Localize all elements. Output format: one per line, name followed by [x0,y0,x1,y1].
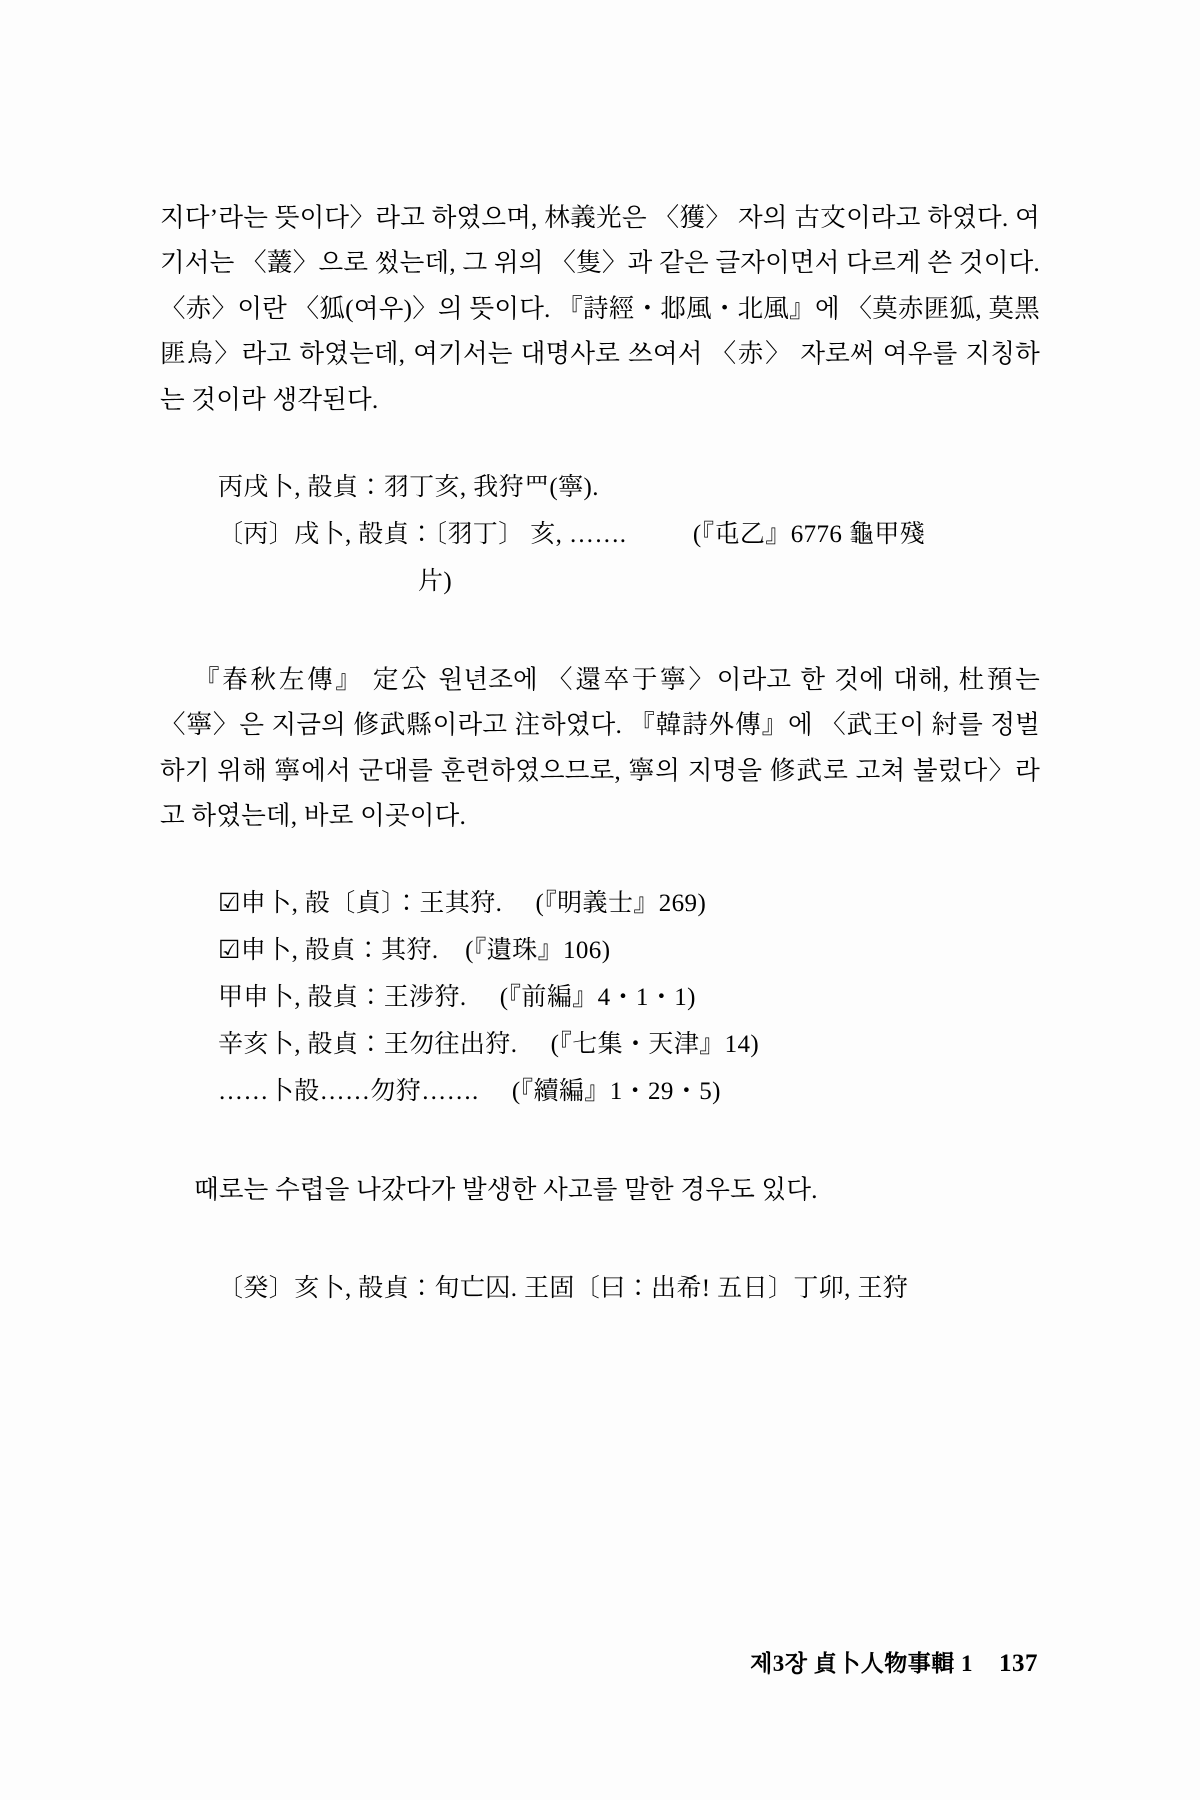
spacer [160,1213,1040,1265]
quote-line: ☑申卜, 㱿貞：其狩. (『遺珠』106) [218,937,611,965]
footer-chapter: 제3장 貞卜人物事輯 1 [750,1651,973,1676]
quote-line: 丙戌卜, 㱿貞：羽丁亥, 我狩罒(寧). [218,473,599,501]
quote-block-1 [160,464,1040,605]
spacer [160,1115,1040,1167]
quote-line: 辛亥卜, 㱿貞：王勿往出狩. (『七集・天津』14) [218,1031,760,1059]
spacer [160,605,1040,657]
quote-line: 〔癸〕亥卜, 㱿貞：旬亡囚. 王固〔曰：出希! 五日〕丁卯, 王狩 [218,1274,909,1302]
paragraph-3: 때로는 수렵을 나갔다가 발생한 사고를 말한 경우도 있다. [194,1175,818,1205]
quote-line: 甲申卜, 㱿貞：王涉狩. (『前編』4・1・1) [218,984,696,1012]
footer-page-number: 137 [999,1650,1038,1677]
quote-block-3 [160,1265,1040,1312]
quote-line: ☑申卜, 㱿〔貞〕：王其狩. (『明義士』269) [218,890,707,918]
quote-line-continuation: 片) [418,567,453,595]
spacer [160,838,1040,880]
page-footer [0,1645,1200,1678]
quote-line: 〔丙〕戌卜, 㱿貞：〔羽丁〕 亥, ……. (『屯乙』6776 龜甲殘 [218,520,926,548]
quote-line: ……卜㱿……勿狩……. (『續編』1・29・5) [218,1078,721,1106]
quote-block-2 [160,880,1040,1115]
paragraph-1: 지다’라는 뜻이다〉라고 하였으며, 林義光은 〈獲〉 자의 古文이라고 하였다. 여기서는 〈䕺〉으로 썼는데, 그 위의 〈隻〉과 같은 글자이면서 다르게 쓴 것이다. 〈赤〉이란 〈狐(여우)〉의 뜻이다. 『詩經・邶風・北風』에 〈莫赤匪狐, 莫黑匪烏〉라고 하였는데, 여기서는 대명사로 쓰여서 〈赤〉 자로써 여우를 지칭하는 것이라 생각된다. [160,203,1040,414]
paragraph-2: 『春秋左傳』 定公 원년조에 〈還卒于寧〉이라고 한 것에 대해, 杜預는 〈寧〉은 지금의 修武縣이라고 注하였다. 『韓詩外傳』에 〈武王이 紂를 정벌하기 위해 寧에서 군대를 훈련하였으므로, 寧의 지명을 修武로 고쳐 불렀다〉라고 하였는데, 바로 이곳이다. [160,664,1040,830]
spacer [160,422,1040,464]
